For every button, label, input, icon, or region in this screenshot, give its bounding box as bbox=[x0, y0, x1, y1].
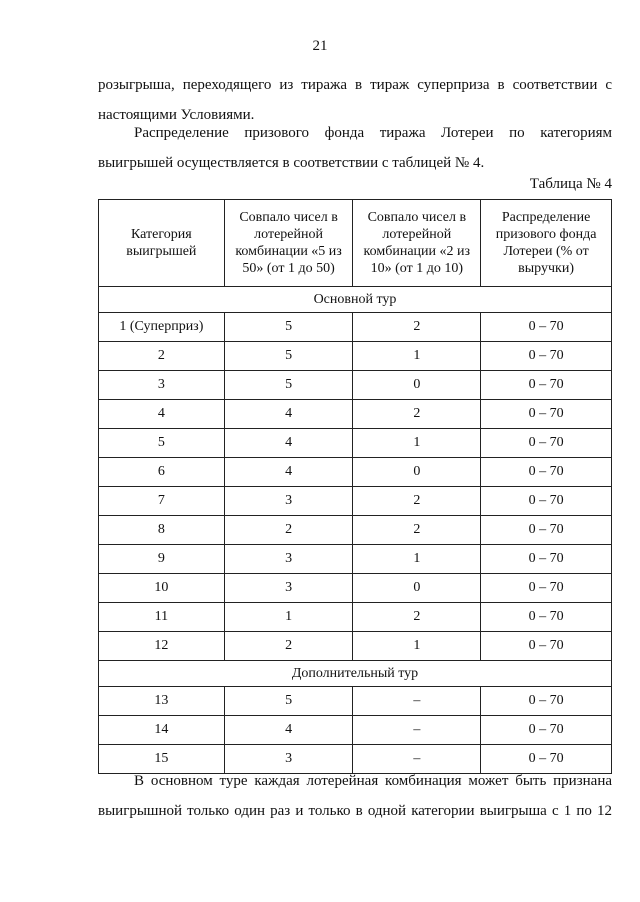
table-cell: 1 bbox=[353, 632, 481, 661]
text-line: настоящими Условиями. bbox=[98, 107, 255, 123]
table-row bbox=[99, 545, 612, 574]
table-cell: 2 bbox=[224, 516, 353, 545]
table-cell: Дополнительный тур bbox=[99, 661, 612, 687]
table-cell: 10 bbox=[99, 574, 225, 603]
table-cell: 3 bbox=[99, 371, 225, 400]
table-cell: 2 bbox=[353, 487, 481, 516]
table-cell: 1 (Суперприз) bbox=[99, 313, 225, 342]
table-row bbox=[99, 687, 612, 716]
table-cell: 12 bbox=[99, 632, 225, 661]
page-number: 21 bbox=[312, 38, 328, 54]
text-line: Распределение призового фонда тиража Лотереи по категориям bbox=[134, 125, 612, 141]
table-row bbox=[99, 632, 612, 661]
table-cell: 4 bbox=[224, 429, 353, 458]
table-row bbox=[99, 716, 612, 745]
table-cell: 5 bbox=[224, 342, 353, 371]
table-row bbox=[99, 458, 612, 487]
section-row bbox=[99, 661, 612, 687]
table-caption: Таблица № 4 bbox=[529, 176, 612, 192]
table-cell: – bbox=[353, 745, 481, 774]
table-cell: 1 bbox=[353, 545, 481, 574]
table-cell: 0 – 70 bbox=[481, 487, 612, 516]
paragraph-3 bbox=[98, 766, 612, 826]
table-cell: 0 – 70 bbox=[481, 313, 612, 342]
table-cell: 6 bbox=[99, 458, 225, 487]
table-cell: 0 – 70 bbox=[481, 342, 612, 371]
table-cell: 1 bbox=[224, 603, 353, 632]
table-cell: 0 – 70 bbox=[481, 545, 612, 574]
text-line: розыгрыша, переходящего из тиража в тираж суперприза в соответствии с bbox=[98, 77, 612, 93]
paragraph-2 bbox=[98, 118, 612, 178]
table-row bbox=[99, 429, 612, 458]
table-row bbox=[99, 574, 612, 603]
table-cell: 9 bbox=[99, 545, 225, 574]
table-cell: 5 bbox=[99, 429, 225, 458]
table-cell: 2 bbox=[224, 632, 353, 661]
table-cell: 2 bbox=[99, 342, 225, 371]
text-line: В основном туре каждая лотерейная комбинация может быть признана bbox=[134, 773, 612, 789]
table-cell: 0 bbox=[353, 371, 481, 400]
table-cell: 4 bbox=[224, 716, 353, 745]
table-cell: 14 bbox=[99, 716, 225, 745]
table-cell: 7 bbox=[99, 487, 225, 516]
table-cell: – bbox=[353, 687, 481, 716]
text-line: выигрышей осуществляется в соответствии с таблицей № 4. bbox=[98, 155, 485, 171]
prize-distribution-table bbox=[98, 199, 612, 774]
table-cell: 0 – 70 bbox=[481, 516, 612, 545]
table-row bbox=[99, 603, 612, 632]
table-cell: 5 bbox=[224, 313, 353, 342]
table-cell: 2 bbox=[353, 516, 481, 545]
table-cell: 4 bbox=[224, 458, 353, 487]
table-row bbox=[99, 371, 612, 400]
table-cell: 3 bbox=[224, 745, 353, 774]
table-cell: 15 bbox=[99, 745, 225, 774]
text-line: выигрышной только один раз и только в одной категории выигрыша с 1 по 12 bbox=[98, 803, 612, 819]
table-cell: 0 bbox=[353, 458, 481, 487]
table-cell: 4 bbox=[224, 400, 353, 429]
table-row bbox=[99, 400, 612, 429]
table-cell: 0 bbox=[353, 574, 481, 603]
table-header-row bbox=[99, 200, 612, 287]
table-cell: Совпало чисел в лотерейной комбинации «5 из 50» (от 1 до 50) bbox=[224, 200, 353, 287]
table-cell: – bbox=[353, 716, 481, 745]
table-cell: Совпало чисел в лотерейной комбинации «2 из 10» (от 1 до 10) bbox=[353, 200, 481, 287]
table-cell: 2 bbox=[353, 400, 481, 429]
table-cell: 0 – 70 bbox=[481, 687, 612, 716]
table-cell: 4 bbox=[99, 400, 225, 429]
table-cell: 1 bbox=[353, 429, 481, 458]
table-cell: 0 – 70 bbox=[481, 745, 612, 774]
table-cell: 3 bbox=[224, 487, 353, 516]
table-cell: 0 – 70 bbox=[481, 371, 612, 400]
table-row bbox=[99, 313, 612, 342]
table-cell: 2 bbox=[353, 313, 481, 342]
table-cell: 0 – 70 bbox=[481, 429, 612, 458]
table-cell: Распределение призового фонда Лотереи (% от выручки) bbox=[481, 200, 612, 287]
table-cell: 11 bbox=[99, 603, 225, 632]
table-cell: 2 bbox=[353, 603, 481, 632]
table-row bbox=[99, 487, 612, 516]
table-cell: 0 – 70 bbox=[481, 458, 612, 487]
table-cell: 0 – 70 bbox=[481, 400, 612, 429]
table-cell: 8 bbox=[99, 516, 225, 545]
table-cell: 5 bbox=[224, 371, 353, 400]
table-cell: Основной тур bbox=[99, 287, 612, 313]
table-cell: 3 bbox=[224, 545, 353, 574]
section-row bbox=[99, 287, 612, 313]
table-cell: 5 bbox=[224, 687, 353, 716]
table-cell: 0 – 70 bbox=[481, 603, 612, 632]
table-cell: 13 bbox=[99, 687, 225, 716]
table-cell: 0 – 70 bbox=[481, 574, 612, 603]
table-cell: 3 bbox=[224, 574, 353, 603]
table-cell: 0 – 70 bbox=[481, 632, 612, 661]
table-cell: 1 bbox=[353, 342, 481, 371]
table-cell: 0 – 70 bbox=[481, 716, 612, 745]
table-row bbox=[99, 516, 612, 545]
table-cell: Категория выигрышей bbox=[99, 200, 225, 287]
table-row bbox=[99, 342, 612, 371]
